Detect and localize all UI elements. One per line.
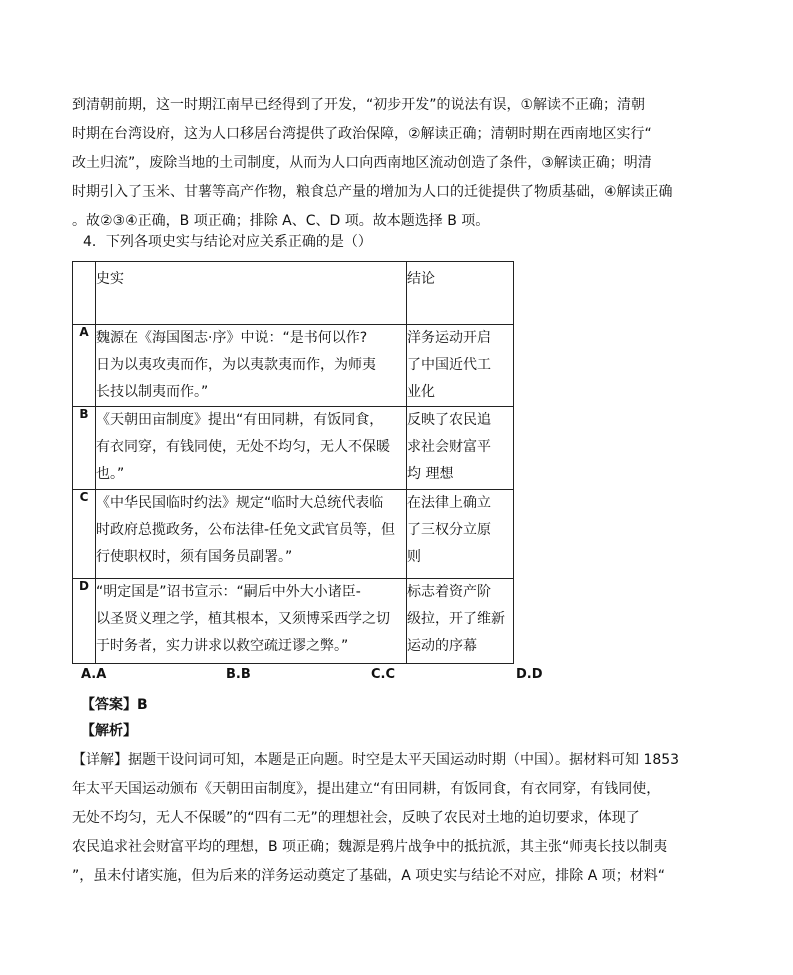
- conclusion-cell: [407, 490, 514, 579]
- analysis-line: 农民追求社会财富平均的理想，B 项正确；魏源是鸦片战争中的抵抗派，其主张“师夷长技以制夷: [72, 839, 668, 855]
- conclusion-line: 了中国近代工: [407, 357, 491, 373]
- row-label: B: [73, 407, 96, 490]
- conclusion-line: 洋务运动开启: [407, 330, 491, 346]
- fact-line: 行使职权时，须有国务员副署。”: [96, 549, 293, 565]
- option-d: D.D: [516, 667, 543, 682]
- intro-line: 改土归流”，废除当地的土司制度，从而为人口向西南地区流动创造了条件，③解读正确；明清: [72, 155, 652, 171]
- analysis-paragraph: [72, 746, 680, 891]
- conclusion-line: 反映了农民追: [407, 412, 491, 428]
- fact-line: “明定国是”诏书宣示：“嗣后中外大小诸臣-: [96, 584, 361, 600]
- conclusion-line: 在法律上确立: [407, 495, 491, 511]
- conclusion-line: 均 理想: [407, 466, 454, 482]
- fact-cell: [96, 325, 407, 407]
- analysis-line: 年太平天国运动颁布《天朝田亩制度》，提出建立“有田同耕，有饭同食，有衣同穿，有钱同使，: [72, 781, 661, 797]
- conclusion-line: 运动的序幕: [407, 638, 477, 654]
- label-cell: [73, 262, 96, 325]
- fact-line: 魏源在《海国图志·序》中说：“是书何以作?: [96, 330, 368, 346]
- conclusion-line: 级拉，开了维新: [407, 611, 505, 627]
- conclusion-cell: [407, 407, 514, 490]
- row-label: C: [73, 490, 96, 579]
- conclusion-line: 则: [407, 549, 421, 565]
- option-b: B.B: [226, 667, 251, 682]
- fact-line: 有衣同穿，有钱同使，无处不均匀，无人不保暖: [96, 439, 390, 455]
- conclusion-cell: [407, 579, 514, 664]
- table-row: [73, 579, 514, 664]
- table-row: [73, 407, 514, 490]
- intro-line: 到清朝前期，这一时期江南早已经得到了开发，“初步开发”的说法有误，①解读不正确；清朝: [72, 97, 646, 113]
- fact-line: 《天朝田亩制度》提出“有田同耕，有饭同食，: [96, 412, 384, 428]
- header-fact-text: 史实: [96, 271, 124, 287]
- fact-line: 于时务者，实力讲求以救空疏迂谬之弊。”: [96, 638, 349, 654]
- fact-cell: [96, 407, 407, 490]
- conclusion-line: 了三权分立原: [407, 522, 491, 538]
- intro-line: 时期引入了玉米、甘薯等高产作物，粮食总产量的增加为人口的迁徙提供了物质基础，④解读正确: [72, 184, 673, 200]
- row-label: A: [73, 325, 96, 407]
- analysis-line: ”，虽未付诸实施，但为后来的洋务运动奠定了基础，A 项史实与结论不对应，排除 A 项；材料“: [72, 868, 666, 884]
- conclusion-line: 标志着资产阶: [407, 584, 491, 600]
- fact-line: 也。”: [96, 466, 125, 482]
- table-header-row: [73, 262, 514, 325]
- analysis-line: 无处不均匀，无人不保暖”的“四有二无”的理想社会，反映了农民对土地的迫切要求，体现了: [72, 810, 640, 826]
- conclusion-line: 求社会财富平: [407, 439, 491, 455]
- analysis-label: 【解析】: [81, 723, 137, 739]
- header-fact: [96, 262, 407, 325]
- option-c: C.C: [371, 667, 396, 682]
- header-conclusion-text: 结论: [407, 271, 435, 287]
- fact-line: 时政府总揽政务，公布法律-任免文武官员等，但: [96, 522, 396, 538]
- fact-cell: [96, 490, 407, 579]
- intro-line: 时期在台湾设府，这为人口移居台湾提供了政治保障，②解读正确；清朝时期在西南地区实行“: [72, 126, 652, 142]
- header-conclusion: [407, 262, 514, 325]
- fact-line: 《中华民国临时约法》规定“临时大总统代表临: [96, 495, 384, 511]
- analysis-line: 【详解】据题干设问词可知，本题是正向题。时空是太平天国运动时期（中国）。据材料可知 1853: [72, 752, 680, 768]
- fact-line: 长技以制夷而作。”: [96, 384, 209, 400]
- question-table: [72, 261, 514, 664]
- option-a: A.A: [81, 667, 107, 682]
- fact-line: 以圣贤义理之学，植其根本，又须博采西学之切: [96, 611, 390, 627]
- fact-line: 日为以夷攻夷而作，为以夷款夷而作，为师夷: [96, 357, 376, 373]
- conclusion-cell: [407, 325, 514, 407]
- question-stem: 4．下列各项史实与结论对应关系正确的是（）: [83, 234, 372, 250]
- conclusion-line: 业化: [407, 384, 435, 400]
- table-row: [73, 490, 514, 579]
- intro-paragraph: [72, 91, 673, 236]
- answer-label: 【答案】B: [81, 697, 148, 713]
- fact-cell: [96, 579, 407, 664]
- intro-line: 。故②③④正确，B 项正确；排除 A、C、D 项。故本题选择 B 项。: [72, 213, 490, 229]
- table-row: [73, 325, 514, 407]
- row-label: D: [73, 579, 96, 664]
